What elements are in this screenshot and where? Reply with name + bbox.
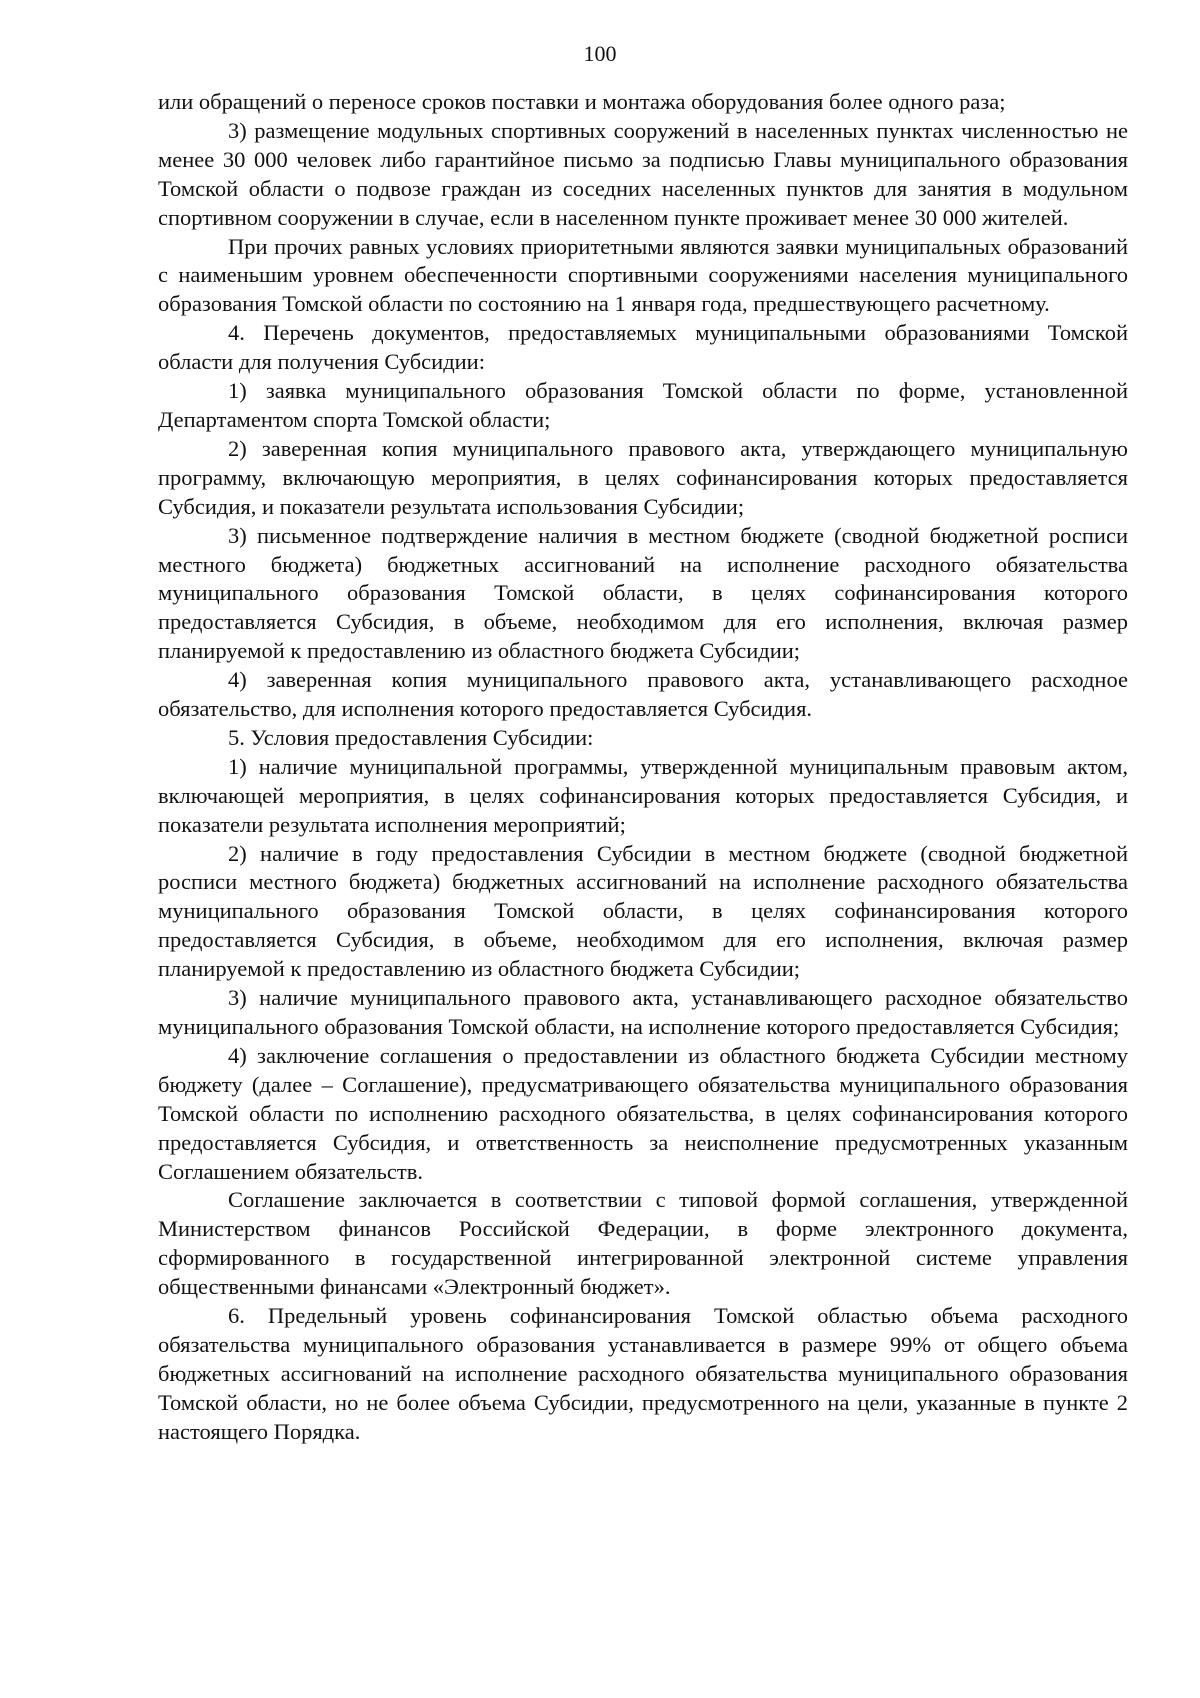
- paragraph-continuation: или обращений о переносе сроков поставки и монтажа оборудования более одного раза;: [158, 89, 1006, 114]
- paragraph-agreement: Соглашение заключается в соответствии с типовой формой соглашения, утвержденной Министерством финансов Российской Федерации, в форме электронного документа, сформированного в государственной интегрированной электронной системе управления общественными финансами «Электронный бюджет».: [158, 1187, 1128, 1300]
- paragraph-section-5-item-3: 3) наличие муниципального правового акта, устанавливающего расходное обязательство муниципального образования Томской области, на исполнение которого предоставляется Субсидия;: [158, 985, 1128, 1039]
- paragraph-section-4-heading: 4. Перечень документов, предоставляемых муниципальными образованиями Томской области для получения Субсидии:: [158, 320, 1128, 375]
- paragraph-section-4-item-2: 2) заверенная копия муниципального правового акта, утверждающего муниципальную программу, включающую мероприятия, в целях софинансирования которых предоставляется Субсидия, и показатели результата использования Субсидии;: [158, 435, 1128, 519]
- document-body: [158, 88, 1128, 1447]
- paragraph-section-4-item-3: 3) письменное подтверждение наличия в местном бюджете (сводной бюджетной росписи местного бюджета) бюджетных ассигнований на исполнение расходного обязательства муниципального образования Томской области, в целях софинансирования которого предоставляется Субсидия, в объеме, необходимом для его исполнения, включая размер планируемой к предоставлению из областного бюджета Субсидии;: [158, 522, 1128, 664]
- paragraph-section-4-item-1: 1) заявка муниципального образования Томской области по форме, установленной Департаментом спорта Томской области;: [158, 378, 1128, 432]
- paragraph-section-6: 6. Предельный уровень софинансирования Томской областью объема расходного обязательства муниципального образования устанавливается в размере 99% от общего объема бюджетных ассигнований на исполнение расходного обязательства муниципального образования Томской области, но не более объема Субсидии, предусмотренного на цели, указанные в пункте 2 настоящего Порядка.: [158, 1303, 1128, 1444]
- paragraph-section-5-item-4: 4) заключение соглашения о предоставлении из областного бюджета Субсидии местному бюджету (далее – Соглашение), предусматривающего обязательства муниципального образования Томской области по исполнению расходного обязательства, в целях софинансирования которого предоставляется Субсидия, и ответственность за неисполнение предусмотренных указанным Соглашением обязательств.: [158, 1042, 1128, 1184]
- paragraph-item-3-placement: 3) размещение модульных спортивных сооружений в населенных пунктах численностью не менее 30 000 человек либо гарантийное письмо за подписью Главы муниципального образования Томской области о подвозе граждан из соседних населенных пунктов для занятия в модульном спортивном сооружении в случае, если в населенном пункте проживает менее 30 000 жителей.: [158, 117, 1128, 230]
- paragraph-section-5-heading: 5. Условия предоставления Субсидии:: [228, 724, 594, 750]
- paragraph-section-5-item-1: 1) наличие муниципальной программы, утвержденной муниципальным правовым актом, включающей мероприятия, в целях софинансирования которых предоставляется Субсидия, и показатели результата исполнения мероприятий;: [158, 753, 1128, 837]
- paragraph-section-4-item-4: 4) заверенная копия муниципального правового акта, устанавливающего расходное обязательство, для исполнения которого предоставляется Субсидия.: [158, 667, 1128, 722]
- page-number: 100: [583, 41, 617, 66]
- paragraph-section-5-item-2: 2) наличие в году предоставления Субсидии в местном бюджете (сводной бюджетной росписи местного бюджета) бюджетных ассигнований на исполнение расходного обязательства муниципального образования Томской области, в целях софинансирования которого предоставляется Субсидия, в объеме, необходимом для его исполнения, включая размер планируемой к предоставлению из областного бюджета Субсидии;: [158, 840, 1128, 982]
- paragraph-priority: При прочих равных условиях приоритетными являются заявки муниципальных образований с наименьшим уровнем обеспеченности спортивными сооружениями населения муниципального образования Томской области по состоянию на 1 января года, предшествующего расчетному.: [158, 233, 1128, 317]
